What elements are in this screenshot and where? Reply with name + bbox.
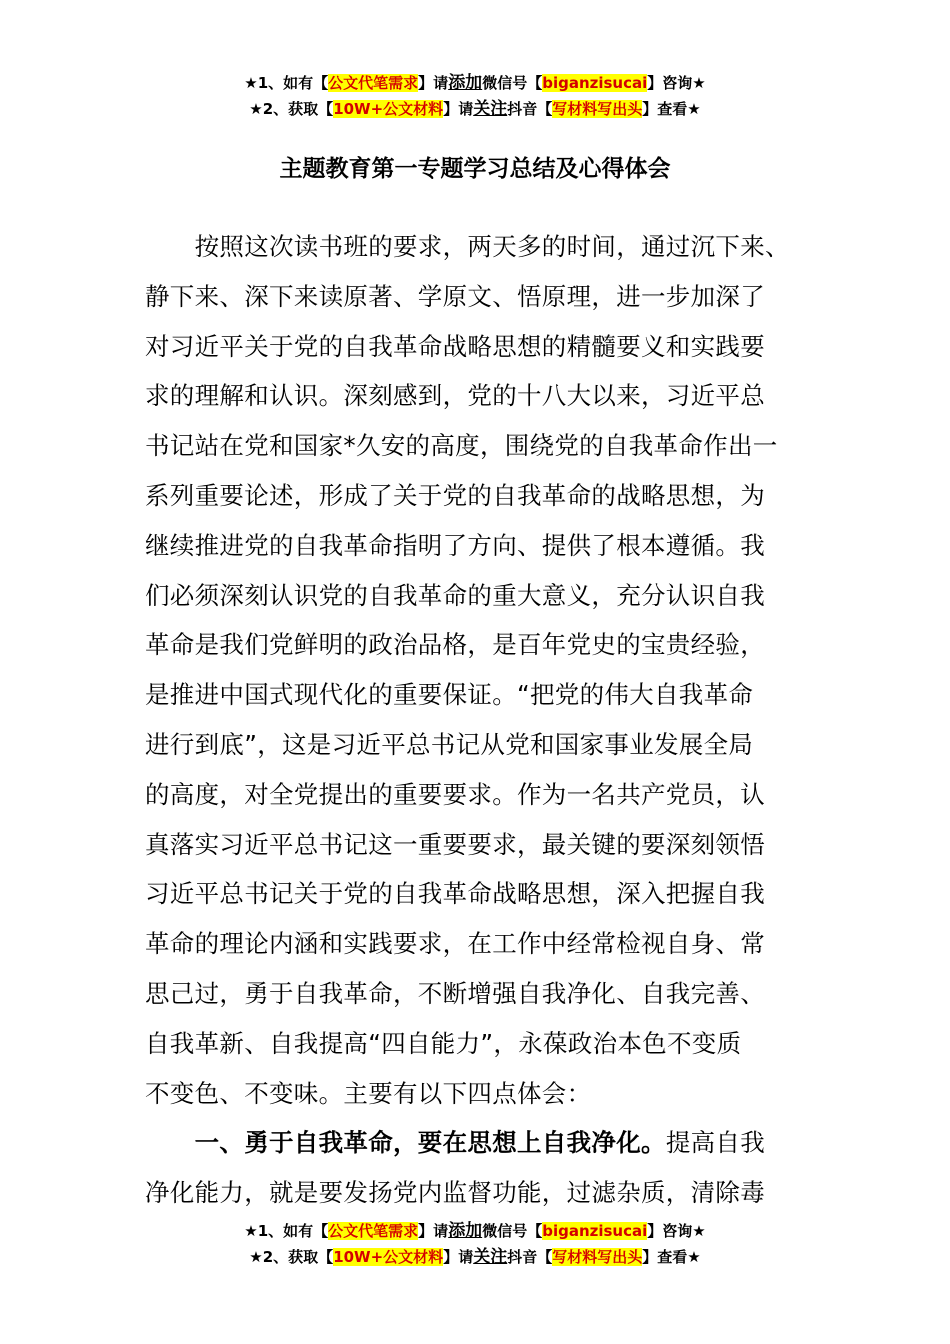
- banner-line-1: [0, 1218, 950, 1244]
- highlight-wechat-id: biganzisucai: [542, 1222, 648, 1240]
- highlight-materials: 10W+公文材料: [333, 1248, 444, 1266]
- banner-text: 】咨询★: [647, 74, 706, 92]
- highlight-douyin-account: 写材料写出头: [552, 100, 643, 118]
- banner-text: 】查看★: [642, 1248, 701, 1266]
- banner-text: ★1、如有【: [244, 1222, 329, 1240]
- body-line: 真落实习近平总书记这一重要要求，最关键的要深刻领悟: [145, 829, 765, 859]
- body-line: 继续推进党的自我革命指明了方向、提供了根本遵循。我: [145, 530, 765, 560]
- highlight-service: 公文代笔需求: [328, 74, 419, 92]
- body-line: 对习近平关于党的自我革命战略思想的精髓要义和实践要: [145, 331, 765, 361]
- body-line: 净化能力，就是要发扬党内监督功能，过滤杂质，清除毒: [145, 1178, 765, 1208]
- banner-emphasis: 添加: [448, 73, 483, 93]
- banner-text: 】请: [443, 1248, 474, 1266]
- body-line: 革命是我们党鲜明的政治品格，是百年党史的宝贵经验，: [145, 630, 765, 660]
- banner-text: 】查看★: [642, 100, 701, 118]
- section-heading-line: [145, 1118, 820, 1168]
- banner-text: 微信号【: [482, 74, 543, 92]
- document-title: 主题教育第一专题学习总结及心得体会: [279, 156, 671, 182]
- banner-line-2: [0, 1244, 950, 1270]
- highlight-wechat-id: biganzisucai: [542, 74, 648, 92]
- banner-text: 】咨询★: [647, 1222, 706, 1240]
- banner-line-2: [0, 96, 950, 122]
- banner-text: ★2、获取【: [249, 100, 334, 118]
- banner-text: 】请: [443, 100, 474, 118]
- highlight-douyin-account: 写材料写出头: [552, 1248, 643, 1266]
- body-line: 自我革新、自我提高“四自能力”，永葆政治本色不变质: [145, 1028, 742, 1058]
- highlight-service: 公文代笔需求: [328, 1222, 419, 1240]
- body-line: 不变色、不变味。主要有以下四点体会：: [145, 1078, 592, 1108]
- banner-text: 微信号【: [482, 1222, 543, 1240]
- body-line: 习近平总书记关于党的自我革命战略思想，深入把握自我: [145, 879, 765, 909]
- footer-banner: [0, 1218, 950, 1270]
- banner-text: ★1、如有【: [244, 74, 329, 92]
- body-line: 静下来、深下来读原著、学原文、悟原理，进一步加深了: [145, 281, 765, 311]
- banner-emphasis: 关注: [473, 1247, 508, 1267]
- highlight-materials: 10W+公文材料: [333, 100, 444, 118]
- body-line: 系列重要论述，形成了关于党的自我革命的战略思想，为: [145, 480, 765, 510]
- body-line: 是推进中国式现代化的重要保证。“把党的伟大自我革命: [145, 680, 754, 710]
- document-body: [145, 222, 820, 1218]
- banner-emphasis: 关注: [473, 99, 508, 119]
- banner-text: 】请: [418, 1222, 449, 1240]
- header-banner: [0, 70, 950, 122]
- banner-text: ★2、获取【: [249, 1248, 334, 1266]
- body-line: 按照这次读书班的要求，两天多的时间，通过沉下来、: [145, 232, 790, 261]
- banner-emphasis: 添加: [448, 1221, 483, 1241]
- banner-text: 】请: [418, 74, 449, 92]
- body-line: 思己过，勇于自我革命，不断增强自我净化、自我完善、: [145, 978, 765, 1008]
- banner-text: 抖音【: [507, 100, 553, 118]
- body-line: 求的理解和认识。深刻感到，党的十八大以来，习近平总: [145, 381, 765, 411]
- body-line: 书记站在党和国家*久安的高度，围绕党的自我革命作出一: [145, 431, 778, 461]
- body-line: 的高度，对全党提出的重要要求。作为一名共产党员，认: [145, 779, 765, 809]
- banner-line-1: [0, 70, 950, 96]
- body-line: 革命的理论内涵和实践要求，在工作中经常检视自身、常: [145, 929, 765, 959]
- body-line: 们必须深刻认识党的自我革命的重大意义，充分认识自我: [145, 580, 765, 610]
- banner-text: 抖音【: [507, 1248, 553, 1266]
- body-line: 进行到底”，这是习近平总书记从党和国家事业发展全局: [145, 729, 754, 759]
- section-heading: 一、勇于自我革命，要在思想上自我净化。: [145, 1128, 666, 1158]
- section-text: 提高自我: [665, 1128, 766, 1158]
